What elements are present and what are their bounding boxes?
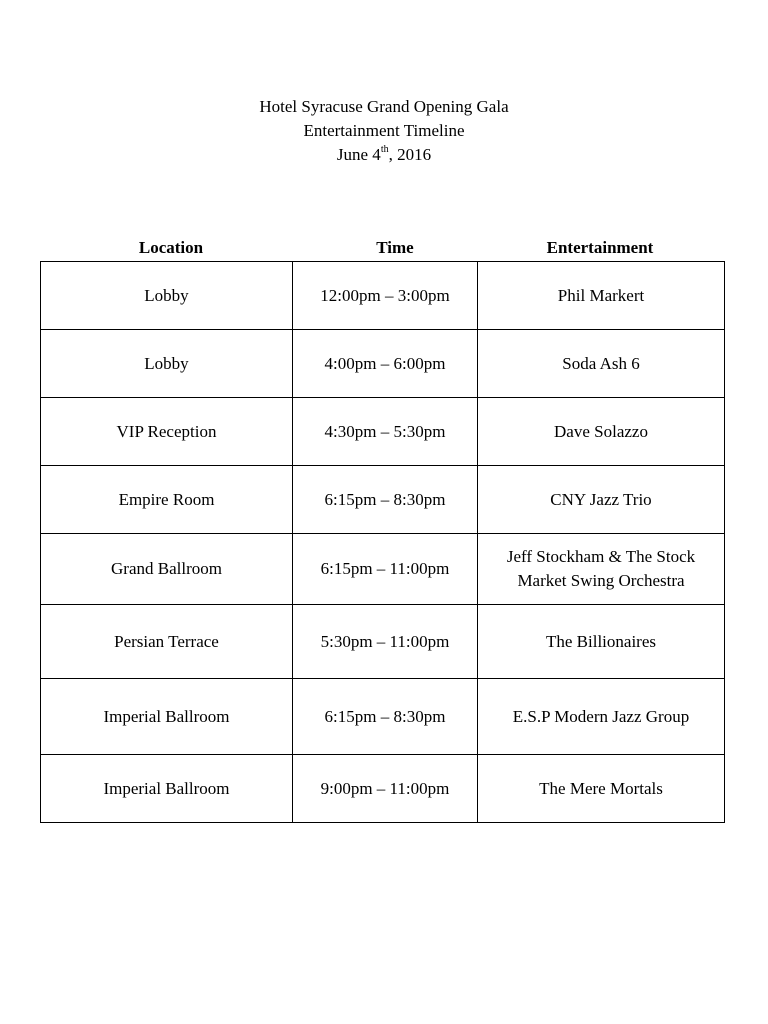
entertainment-cell: E.S.P Modern Jazz Group (478, 679, 725, 755)
location-cell: VIP Reception (41, 398, 293, 466)
event-date (0, 143, 768, 167)
column-header-location: Location (138, 238, 204, 257)
location-cell: Empire Room (41, 466, 293, 534)
time-cell: 6:15pm – 8:30pm (293, 679, 478, 755)
location-cell: Persian Terrace (41, 605, 293, 679)
entertainment-cell: Dave Solazzo (478, 398, 725, 466)
table-row (41, 262, 725, 330)
column-header-time: Time (376, 238, 414, 257)
time-cell: 4:00pm – 6:00pm (293, 330, 478, 398)
table-row (41, 466, 725, 534)
time-cell: 5:30pm – 11:00pm (293, 605, 478, 679)
table-row (41, 534, 725, 605)
location-cell: Grand Ballroom (41, 534, 293, 605)
entertainment-cell: The Mere Mortals (478, 755, 725, 823)
entertainment-cell: CNY Jazz Trio (478, 466, 725, 534)
table-row (41, 679, 725, 755)
location-cell: Lobby (41, 330, 293, 398)
location-cell: Imperial Ballroom (41, 755, 293, 823)
time-cell: 12:00pm – 3:00pm (293, 262, 478, 330)
table-row (41, 330, 725, 398)
location-cell: Imperial Ballroom (41, 679, 293, 755)
event-title: Hotel Syracuse Grand Opening Gala (259, 97, 509, 116)
table-row (41, 755, 725, 823)
table-row (41, 398, 725, 466)
location-cell: Lobby (41, 262, 293, 330)
table-row (41, 605, 725, 679)
time-cell: 9:00pm – 11:00pm (293, 755, 478, 823)
document-subtitle: Entertainment Timeline (303, 121, 465, 140)
column-headers (40, 238, 724, 260)
time-cell: 6:15pm – 8:30pm (293, 466, 478, 534)
time-cell: 6:15pm – 11:00pm (293, 534, 478, 605)
date-year: , 2016 (388, 145, 432, 164)
entertainment-timeline-table (40, 261, 725, 823)
entertainment-cell: Jeff Stockham & The Stock Market Swing Orchestra (478, 534, 725, 605)
entertainment-cell: The Billionaires (478, 605, 725, 679)
entertainment-cell: Soda Ash 6 (478, 330, 725, 398)
time-cell: 4:30pm – 5:30pm (293, 398, 478, 466)
date-prefix: June 4 (336, 145, 381, 164)
entertainment-cell: Phil Markert (478, 262, 725, 330)
date-ordinal-suffix: th (380, 144, 389, 156)
column-header-entertainment: Entertainment (546, 238, 654, 257)
document-heading (0, 95, 768, 167)
